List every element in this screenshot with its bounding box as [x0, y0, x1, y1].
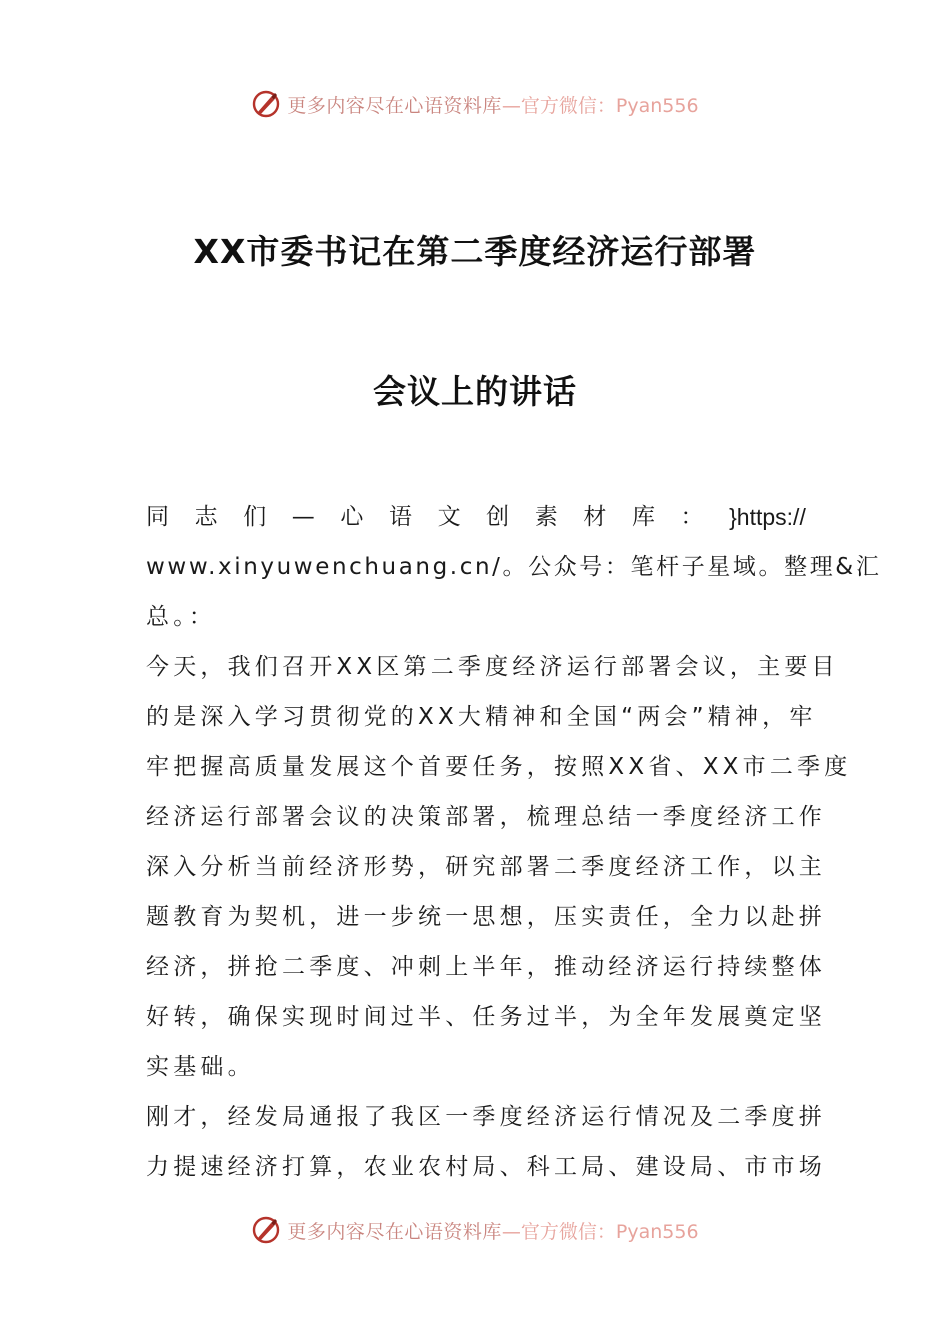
paragraph-line: 好转，确保实现时间过半、任务过半，为全年发展奠定坚 — [146, 1004, 826, 1030]
intro-char: 语 — [388, 504, 412, 530]
banner-library-text: 更多内容尽在心语资料库 — [287, 94, 502, 117]
intro-paragraph — [146, 492, 882, 642]
intro-char: — — [291, 504, 315, 530]
paragraph-line: 牢把握高质量发展这个首要任务，按照XX省、XX市二季度 — [146, 754, 852, 780]
intro-line-1 — [146, 492, 806, 542]
paragraph-line: 经济运行部署会议的决策部署，梳理总结一季度经济工作 — [146, 804, 826, 830]
intro-char: 们 — [243, 504, 267, 530]
paragraph-2 — [146, 1092, 826, 1192]
intro-char: 素 — [534, 504, 558, 530]
document-title-line-2: 会议上的讲话 — [373, 372, 577, 411]
banner-wechat-text: —官方微信：Pyan556 — [501, 94, 699, 117]
paragraph-line: 的是深入学习贯彻党的XX大精神和全国“两会”精神，牢 — [146, 704, 817, 730]
intro-char: 文 — [437, 504, 461, 530]
intro-char: 同 — [146, 504, 169, 530]
intro-char: ： — [680, 504, 704, 530]
banner-wechat-text: —官方微信：Pyan556 — [501, 1220, 699, 1243]
paragraph-1 — [146, 642, 852, 1092]
intro-line-2: www.xinyuwenchuang.cn/。公众号：笔杆子星域。整理&汇 — [146, 554, 882, 580]
pen-logo-icon — [251, 89, 281, 119]
intro-char: 材 — [583, 504, 607, 530]
intro-url-start: }https:// — [729, 504, 806, 530]
footer-watermark-banner — [0, 1210, 950, 1250]
paragraph-line: 经济，拼抢二季度、冲刺上半年，推动经济运行持续整体 — [146, 954, 826, 980]
document-title-line-1: XX市委书记在第二季度经济运行部署 — [193, 232, 757, 271]
intro-char: 创 — [486, 504, 510, 530]
intro-char: 库 — [631, 504, 655, 530]
paragraph-line: 刚才，经发局通报了我区一季度经济运行情况及二季度拼 — [146, 1104, 826, 1130]
paragraph-line: 深入分析当前经济形势，研究部署二季度经济工作，以主 — [146, 854, 826, 880]
banner-library-text: 更多内容尽在心语资料库 — [287, 1220, 502, 1243]
header-watermark-banner — [0, 84, 950, 124]
paragraph-line: 力提速经济打算，农业农村局、科工局、建设局、市市场 — [146, 1154, 826, 1180]
intro-char: 心 — [340, 504, 364, 530]
intro-char: 志 — [194, 504, 218, 530]
paragraph-line: 实基础。 — [146, 1054, 255, 1080]
paragraph-line: 题教育为契机，进一步统一思想，压实责任，全力以赴拼 — [146, 904, 826, 930]
document-body — [146, 492, 882, 1192]
pen-logo-icon — [251, 1215, 281, 1245]
paragraph-line: 今天，我们召开XX区第二季度经济运行部署会议，主要目 — [146, 654, 839, 680]
intro-line-3: 总。： — [146, 604, 217, 630]
